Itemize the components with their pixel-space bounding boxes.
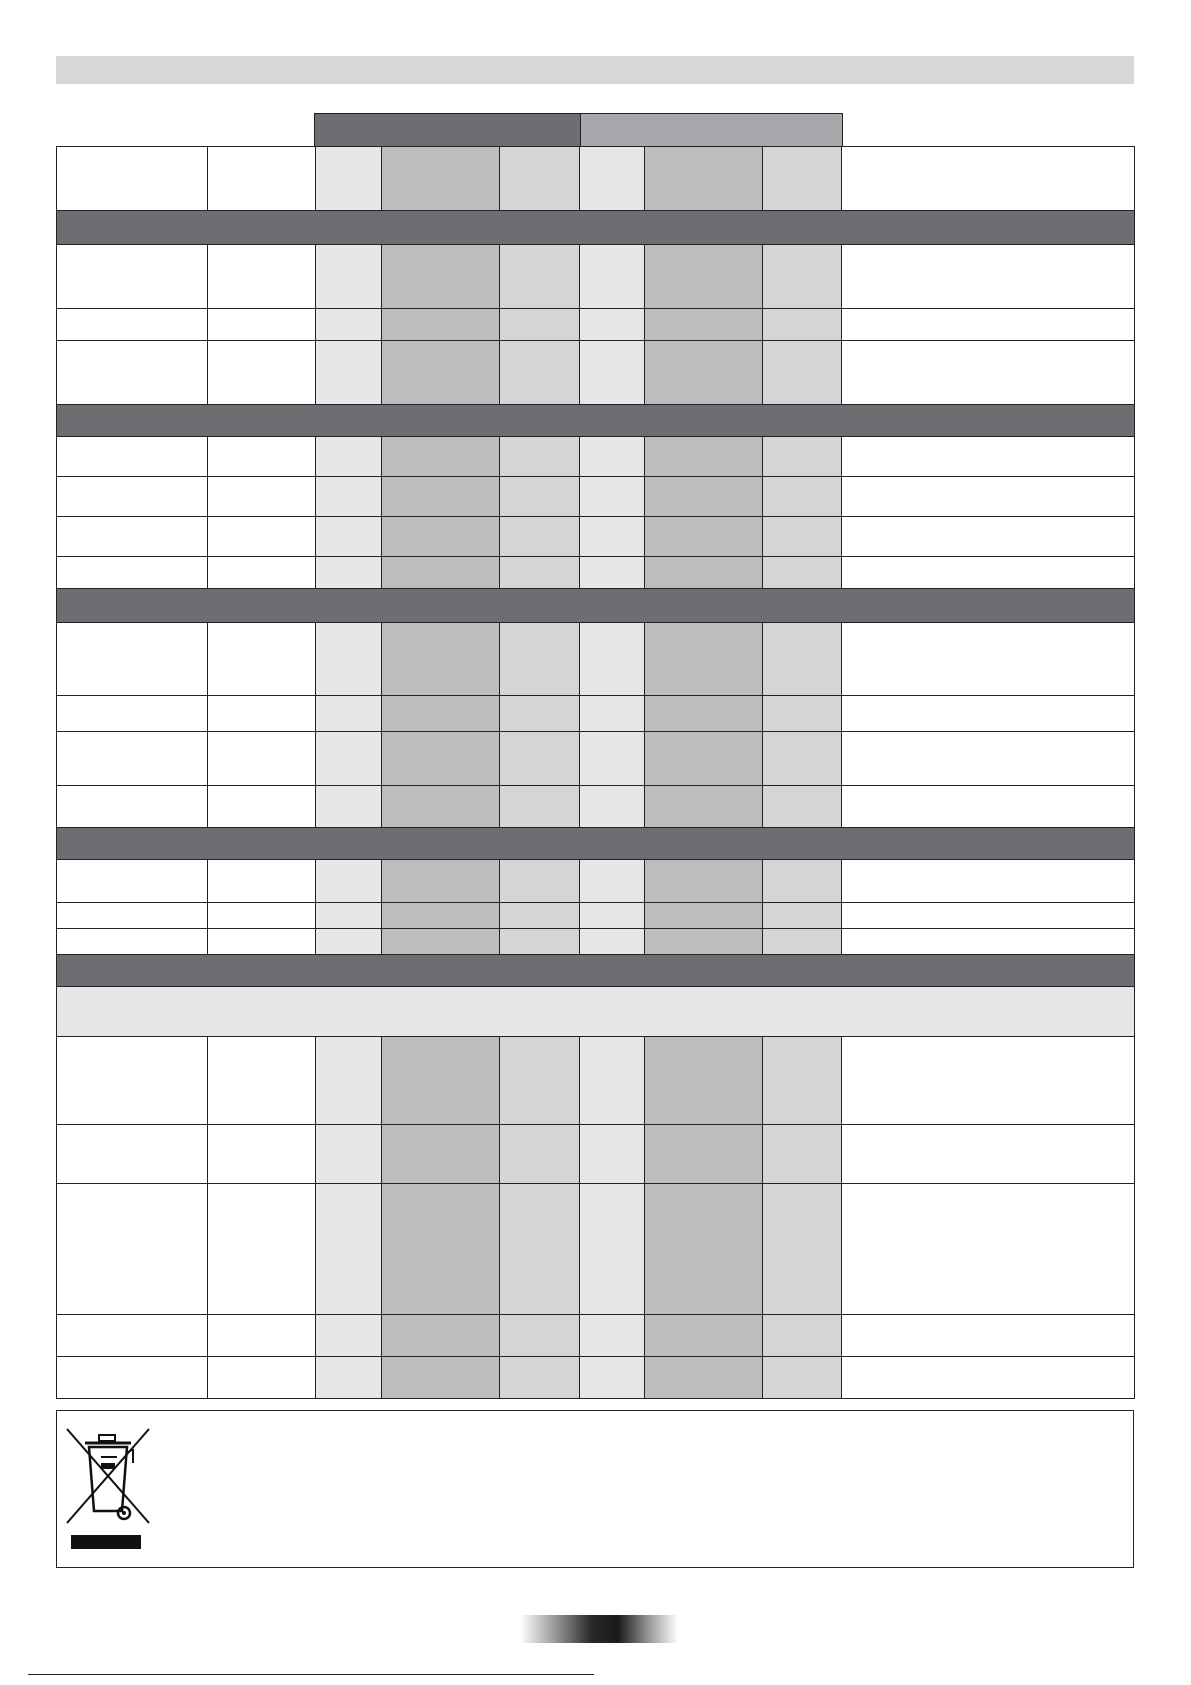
table-cell	[580, 1357, 645, 1399]
table-cell	[316, 903, 382, 929]
table-cell	[57, 732, 208, 786]
table-cell	[57, 860, 208, 903]
table-cell	[382, 517, 500, 557]
table-cell	[645, 309, 763, 341]
table-cell	[580, 696, 645, 732]
table-cell	[842, 623, 1135, 696]
table-cell	[382, 309, 500, 341]
table-cell	[316, 147, 382, 211]
table-cell	[645, 147, 763, 211]
table-cell	[316, 1184, 382, 1315]
table-cell	[645, 732, 763, 786]
table-cell	[57, 1184, 208, 1315]
table-cell	[208, 786, 316, 828]
table-cell	[500, 1357, 580, 1399]
table-cell	[763, 309, 842, 341]
note-row	[57, 987, 1135, 1037]
table-cell	[645, 903, 763, 929]
table-cell	[208, 309, 316, 341]
table-cell	[57, 309, 208, 341]
table-cell	[842, 437, 1135, 477]
table-cell	[500, 557, 580, 589]
table-cell	[645, 557, 763, 589]
table-cell	[842, 1037, 1135, 1125]
table-cell	[580, 1184, 645, 1315]
table-row	[57, 903, 1135, 929]
table-cell	[842, 903, 1135, 929]
table-cell	[580, 477, 645, 517]
table-cell	[580, 1125, 645, 1184]
table-row	[57, 696, 1135, 732]
table-cell	[316, 437, 382, 477]
table-row	[57, 1125, 1135, 1184]
table-cell	[316, 1037, 382, 1125]
table-cell	[500, 477, 580, 517]
table-row	[57, 245, 1135, 309]
table-cell	[208, 732, 316, 786]
section-header-row	[57, 828, 1135, 860]
table-cell	[645, 1184, 763, 1315]
table-cell	[208, 147, 316, 211]
table-cell	[382, 437, 500, 477]
table-cell	[382, 147, 500, 211]
table-cell	[645, 1037, 763, 1125]
table-cell	[500, 732, 580, 786]
table-cell	[57, 147, 208, 211]
table-cell	[580, 903, 645, 929]
table-cell	[580, 341, 645, 405]
table-cell	[645, 1125, 763, 1184]
table-cell	[500, 860, 580, 903]
table-cell	[500, 1315, 580, 1357]
table-cell	[842, 477, 1135, 517]
crossed-bin-icon	[61, 1421, 153, 1533]
table-cell	[208, 341, 316, 405]
table-cell	[208, 623, 316, 696]
table-row	[57, 732, 1135, 786]
table-cell	[57, 1037, 208, 1125]
table-cell	[208, 437, 316, 477]
table-cell	[316, 309, 382, 341]
section-header-row	[57, 589, 1135, 623]
table-cell	[382, 786, 500, 828]
table-cell	[208, 1037, 316, 1125]
header-bar	[56, 56, 1134, 84]
section-label	[57, 828, 1135, 860]
table-cell	[763, 903, 842, 929]
table-cell	[500, 623, 580, 696]
table-cell	[382, 1184, 500, 1315]
table-cell	[208, 1315, 316, 1357]
table-cell	[842, 557, 1135, 589]
table-row	[57, 437, 1135, 477]
table-cell	[57, 696, 208, 732]
table-cell	[382, 1357, 500, 1399]
table-cell	[842, 341, 1135, 405]
table-cell	[580, 623, 645, 696]
table-row	[57, 1357, 1135, 1399]
table-cell	[382, 732, 500, 786]
table-cell	[500, 437, 580, 477]
section-header-row	[57, 211, 1135, 245]
table-cell	[580, 1315, 645, 1357]
table-cell	[500, 1037, 580, 1125]
table-cell	[57, 245, 208, 309]
section-label	[57, 211, 1135, 245]
table-cell	[580, 786, 645, 828]
table-cell	[842, 860, 1135, 903]
table-cell	[645, 623, 763, 696]
table-cell	[763, 1125, 842, 1184]
table-cell	[57, 557, 208, 589]
table-cell	[500, 341, 580, 405]
table-row	[57, 517, 1135, 557]
table-cell	[645, 245, 763, 309]
table-cell	[580, 1037, 645, 1125]
table-cell	[382, 557, 500, 589]
table-cell	[382, 696, 500, 732]
section-header-row	[57, 955, 1135, 987]
table-cell	[208, 1184, 316, 1315]
table-cell	[316, 696, 382, 732]
table-row	[57, 1315, 1135, 1357]
table-cell	[208, 860, 316, 903]
table-cell	[382, 929, 500, 955]
table-cell	[580, 517, 645, 557]
table-cell	[57, 517, 208, 557]
table-cell	[382, 477, 500, 517]
table-cell	[500, 309, 580, 341]
table-row	[57, 786, 1135, 828]
weee-marking-bar	[71, 1535, 141, 1549]
table-cell	[580, 557, 645, 589]
table-row	[57, 341, 1135, 405]
table-cell	[645, 929, 763, 955]
table-cell	[580, 309, 645, 341]
section-label	[57, 955, 1135, 987]
table-cell	[763, 860, 842, 903]
table-cell	[842, 696, 1135, 732]
table-cell	[580, 929, 645, 955]
table-cell	[842, 1125, 1135, 1184]
section-header-row	[57, 405, 1135, 437]
table-cell	[500, 245, 580, 309]
table-cell	[316, 623, 382, 696]
table-cell	[763, 623, 842, 696]
table-cell	[842, 1357, 1135, 1399]
table-cell	[645, 517, 763, 557]
table-cell	[842, 929, 1135, 955]
table-cell	[842, 1315, 1135, 1357]
table-cell	[500, 517, 580, 557]
table-row	[57, 1037, 1135, 1125]
table-cell	[208, 557, 316, 589]
table-cell	[382, 860, 500, 903]
table-cell	[500, 903, 580, 929]
table-cell	[645, 477, 763, 517]
table-cell	[763, 341, 842, 405]
weee-disposal-notice	[56, 1410, 1134, 1568]
table-cell	[763, 517, 842, 557]
note-text	[57, 987, 1135, 1037]
table-cell	[763, 1037, 842, 1125]
table-cell	[57, 437, 208, 477]
table-cell	[208, 1125, 316, 1184]
table-cell	[763, 477, 842, 517]
table-cell	[316, 732, 382, 786]
section-label	[57, 589, 1135, 623]
table-cell	[500, 1125, 580, 1184]
section-label	[57, 405, 1135, 437]
table-cell	[316, 341, 382, 405]
table-cell	[57, 341, 208, 405]
table-cell	[500, 929, 580, 955]
table-cell	[316, 860, 382, 903]
table-cell	[763, 557, 842, 589]
table-cell	[382, 1125, 500, 1184]
table-row	[57, 623, 1135, 696]
table-cell	[763, 786, 842, 828]
table-cell	[208, 517, 316, 557]
specification-table	[56, 146, 1135, 1399]
table-cell	[500, 147, 580, 211]
table-cell	[763, 929, 842, 955]
table-cell	[842, 517, 1135, 557]
table-cell	[645, 696, 763, 732]
table-row	[57, 860, 1135, 903]
table-cell	[645, 1315, 763, 1357]
table-cell	[57, 1315, 208, 1357]
table-cell	[842, 147, 1135, 211]
table-cell	[208, 245, 316, 309]
table-cell	[57, 929, 208, 955]
table-cell	[316, 245, 382, 309]
table-cell	[763, 1357, 842, 1399]
table-cell	[57, 1125, 208, 1184]
table-cell	[316, 1357, 382, 1399]
table-cell	[316, 477, 382, 517]
table-cell	[208, 477, 316, 517]
table-cell	[57, 903, 208, 929]
table-cell	[382, 1315, 500, 1357]
column-group-header-a	[314, 113, 581, 147]
table-cell	[208, 929, 316, 955]
table-cell	[763, 1315, 842, 1357]
table-row	[57, 309, 1135, 341]
table-cell	[208, 903, 316, 929]
table-cell	[645, 860, 763, 903]
table-cell	[842, 732, 1135, 786]
table-cell	[763, 1184, 842, 1315]
table-cell	[763, 245, 842, 309]
table-cell	[500, 1184, 580, 1315]
table-cell	[645, 341, 763, 405]
table-cell	[500, 696, 580, 732]
table-cell	[316, 1315, 382, 1357]
table-cell	[316, 557, 382, 589]
table-cell	[382, 903, 500, 929]
table-cell	[580, 732, 645, 786]
table-row	[57, 557, 1135, 589]
table-cell	[382, 341, 500, 405]
table-cell	[842, 309, 1135, 341]
table-cell	[580, 860, 645, 903]
table-cell	[763, 437, 842, 477]
table-cell	[316, 1125, 382, 1184]
table-header-row	[57, 147, 1135, 211]
table-cell	[208, 696, 316, 732]
table-cell	[316, 517, 382, 557]
table-cell	[208, 1357, 316, 1399]
table-row	[57, 1184, 1135, 1315]
table-cell	[763, 147, 842, 211]
bottom-rule	[28, 1674, 594, 1675]
page-number	[520, 1615, 678, 1643]
table-row	[57, 929, 1135, 955]
table-cell	[580, 437, 645, 477]
table-cell	[763, 696, 842, 732]
table-cell	[580, 147, 645, 211]
column-group-header-b	[580, 113, 843, 147]
table-cell	[316, 929, 382, 955]
table-cell	[645, 1357, 763, 1399]
table-row	[57, 477, 1135, 517]
table-cell	[645, 437, 763, 477]
table-cell	[580, 245, 645, 309]
table-cell	[842, 1184, 1135, 1315]
table-cell	[57, 1357, 208, 1399]
table-cell	[57, 477, 208, 517]
table-cell	[500, 786, 580, 828]
table-cell	[57, 623, 208, 696]
table-cell	[842, 786, 1135, 828]
table-cell	[842, 245, 1135, 309]
page-number-tab	[520, 1615, 678, 1643]
table-cell	[382, 1037, 500, 1125]
table-cell	[382, 623, 500, 696]
table-cell	[57, 786, 208, 828]
table-cell	[382, 245, 500, 309]
table-cell	[316, 786, 382, 828]
table-cell	[645, 786, 763, 828]
table-cell	[763, 732, 842, 786]
